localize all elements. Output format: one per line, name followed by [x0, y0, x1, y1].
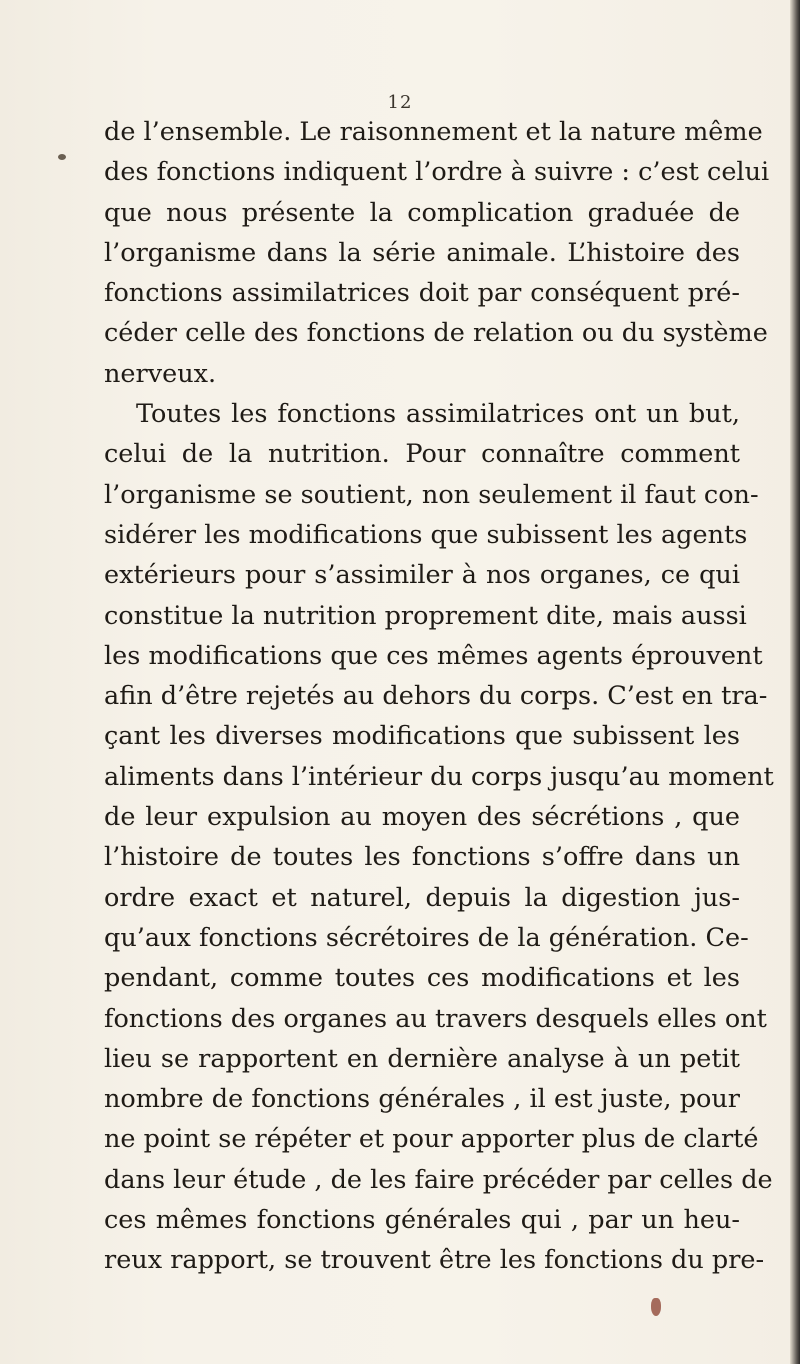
text-line: l’organisme se soutient, non seulement il faut con-	[104, 479, 759, 510]
text-line: celui de la nutrition. Pour connaître comment	[104, 439, 740, 470]
text-line: de leur expulsion au moyen des sécrétions , que	[104, 802, 740, 833]
text-line: lieu se rapportent en dernière analyse à un petit	[104, 1043, 740, 1074]
page-edge-shadow	[790, 0, 800, 1364]
text-line: constitue la nutrition proprement dite, mais aussi	[104, 600, 747, 631]
text-line: Toutes les fonctions assimilatrices ont un but,	[136, 399, 740, 430]
text-line: que nous présente la complication graduée de	[104, 197, 740, 228]
text-line: fonctions des organes au travers desquels elles ont	[104, 1003, 767, 1034]
text-line: l’organisme dans la série animale. L’histoire des	[104, 237, 740, 268]
text-line: céder celle des fonctions de relation ou du système	[104, 318, 768, 349]
text-line: ordre exact et naturel, depuis la digestion jus-	[104, 882, 740, 913]
text-line: fonctions assimilatrices doit par conséquent pré-	[104, 278, 740, 309]
text-line: aliments dans l’intérieur du corps jusqu’au moment	[104, 761, 774, 792]
text-line: extérieurs pour s’assimiler à nos organes, ce qui	[104, 560, 740, 591]
text-line: pendant, comme toutes ces modifications et les	[104, 963, 740, 994]
text-line: nerveux.	[104, 358, 217, 389]
page-number: 12	[387, 92, 413, 113]
text-line: sidérer les modifications que subissent les agents	[104, 519, 748, 550]
paper-speck	[58, 154, 66, 160]
text-line: reux rapport, se trouvent être les fonctions du pre-	[104, 1245, 765, 1276]
text-line: qu’aux fonctions sécrétoires de la génération. Ce-	[104, 922, 749, 953]
text-line: des fonctions indiquent l’ordre à suivre : c’est celui	[104, 157, 770, 188]
text-line: çant les diverses modifications que subissent les	[104, 721, 740, 752]
text-line: nombre de fonctions générales , il est juste, pour	[104, 1084, 740, 1115]
ink-mark	[651, 1298, 661, 1316]
text-line: dans leur étude , de les faire précéder par celles de	[104, 1164, 773, 1195]
text-line: les modifications que ces mêmes agents éprouvent	[104, 640, 763, 671]
text-line: afin d’être rejetés au dehors du corps. C’est en tra-	[104, 681, 768, 712]
text-line: l’histoire de toutes les fonctions s’offre dans un	[104, 842, 740, 873]
text-line: de l’ensemble. Le raisonnement et la nature même	[104, 117, 763, 147]
body-text	[104, 112, 774, 1281]
text-line: ces mêmes fonctions générales qui , par un heu-	[104, 1205, 740, 1236]
text-line: ne point se répéter et pour apporter plus de clarté	[104, 1124, 759, 1155]
